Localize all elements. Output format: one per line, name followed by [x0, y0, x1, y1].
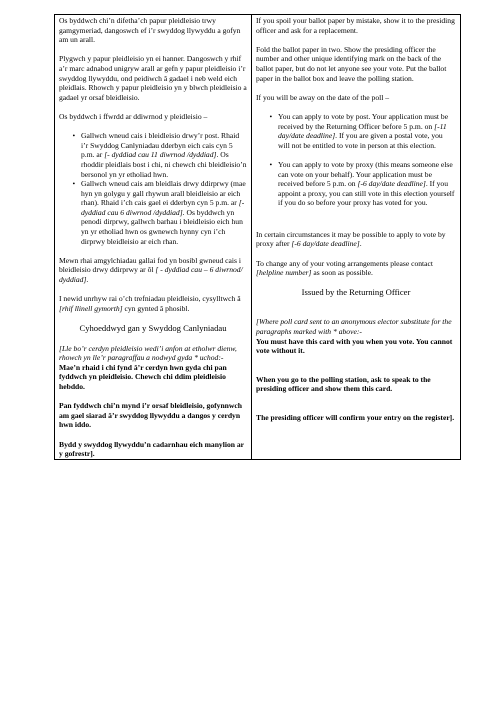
welsh-column — [55, 15, 252, 460]
change-paragraph-en: To change any of your voting arrangements please contact [helpline number] as soon as possible. — [256, 258, 434, 278]
english-column — [252, 15, 461, 460]
must-have-card-cy: Mae’n rhaid i chi fynd â’r cerdyn hwn gyda chi pan fyddwch yn pleidleisio. Chewch chi ddim pleidleisio hebddo. — [59, 362, 227, 391]
fold-paragraph-cy: Plygwch y papur pleidleisio yn ei hanner. Dangoswch y rhif a’r marc adnabod unigryw arall ar gefn y papur pleidleisio i’r swyddog llywyddu, ond peidiwch â gadael i neb weld eich pleidlais. Rhowch y papur pleidleisio yn y blwch pleidleisio a gadael yr orsaf bleidleisio. — [59, 54, 247, 102]
confirm-entry-en: The presiding officer will confirm your entry on the register]. — [256, 413, 455, 422]
spoil-paragraph-cy: Os byddwch chi’n difetha’ch papur pleidleisio trwy gamgymeriad, dangoswch ef i’r swyddog llywyddu a gofyn am un arall. — [59, 16, 241, 45]
spoil-paragraph-en: If you spoil your ballot paper by mistake, show it to the presiding officer and ask for a replacement. — [256, 16, 455, 35]
postal-vote-item-en: • You can apply to vote by post. Your application must be received by the Returning Officer before 5 p.m. on [-11 day/date deadline]. If you are given a postal vote, you will not be entitled to vote in person at this election. — [276, 112, 456, 150]
polling-station-paragraph-en: When you go to the polling station, ask to speak to the presiding officer and show them this card. — [256, 374, 431, 394]
circumstances-paragraph-cy: Mewn rhai amgylchiadau gallai fod yn bosibl gwneud cais i bleidleisio drwy ddirprwy ar ôl [ - dyddiad cau – 6 diwrnod/ dyddiad]. — [59, 255, 243, 285]
proxy-vote-item-cy: • Gallwch wneud cais am bleidlais drwy ddirprwy (mae hyn yn golygu y gall rhywun arall bleidleisio ar eich rhan). Rhaid i’ch cais gael ei dderbyn cyn 5 p.m. ar [- dyddiad cau 6 diwrnod /dyddiad]. Os byddwch yn penodi dirprwy, gallwch barhau i bleidleisio eich hun yn yr etholiad hwn os gwnewch hynny cyn i’ch dirprwy bleidleisio ar eich rhan. — [79, 179, 247, 246]
fold-paragraph-en: Fold the ballot paper in two. Show the presiding officer the number and other unique identifying mark on the back of the ballot paper, but do not let anyone see your vote. Put the ballot paper in the ballot box and leave the polling station. — [256, 44, 447, 83]
anonymous-note-en: [Where poll card sent to an anonymous elector substitute for the paragraphs marked with * above:- — [256, 317, 452, 337]
bilingual-table — [54, 14, 461, 460]
table-row — [55, 15, 461, 460]
away-paragraph-cy: Os byddwch i ffwrdd ar ddiwrnod y pleidleisio – — [59, 111, 208, 121]
proxy-vote-item-en: • You can apply to vote by proxy (this means someone else can vote on your behalf). Your application must be received before 5 p.m. on [-6 day/date deadline]. If you appoint a proxy, you can still vote in this election yourself if you do so before your proxy has voted for you. — [276, 160, 456, 208]
confirm-entry-cy: Bydd y swyddog llywyddu’n cadarnhau eich manylion ar y gofrestr]. — [59, 439, 244, 459]
circumstances-paragraph-en: In certain circumstances it may be possible to apply to vote by proxy after [-6 day/date deadline]. — [256, 229, 446, 249]
issued-by-cy: Cyhoeddwyd gan y Swyddog Canlyniadau — [79, 323, 227, 333]
away-options-en — [256, 112, 456, 208]
away-options-cy — [59, 131, 247, 246]
polling-station-paragraph-cy: Pan fyddwch chi’n mynd i’r orsaf bleidleisio, gofynnwch am gael siarad â’r swyddog llywyddu a dangos y cerdyn hwn iddo. — [59, 401, 242, 430]
poll-card-document — [54, 14, 455, 460]
must-have-card-en: You must have this card with you when you vote. You cannot vote without it. — [256, 336, 453, 356]
issued-by-en: Issued by the Returning Officer — [301, 287, 411, 298]
change-paragraph-cy: I newid unrhyw rai o’ch trefniadau pleidleisio, cysylltwch â [rhif llinell gymorth] cyn gynted â phosibl. — [59, 294, 241, 313]
postal-vote-item-cy: • Gallwch wneud cais i bleidleisio drwy’r post. Rhaid i’r Swyddog Canlyniadau dderbyn eich cais cyn 5 p.m. ar [- dyddiad cau 11 diwrnod /dyddiad]. Os rhoddir pleidlais bost i chi, ni chewch chi bleidleisio’n bersonol yn yr etholiad hwn. — [79, 131, 247, 179]
anonymous-note-cy: [Lle bo’r cerdyn pleidleisio wedi’i anfon at etholwr dienw, rhowch yn lle’r paragraffau a nodwyd gyda * uchod:- — [59, 343, 237, 363]
away-paragraph-en: If you will be away on the date of the poll – — [256, 92, 390, 102]
